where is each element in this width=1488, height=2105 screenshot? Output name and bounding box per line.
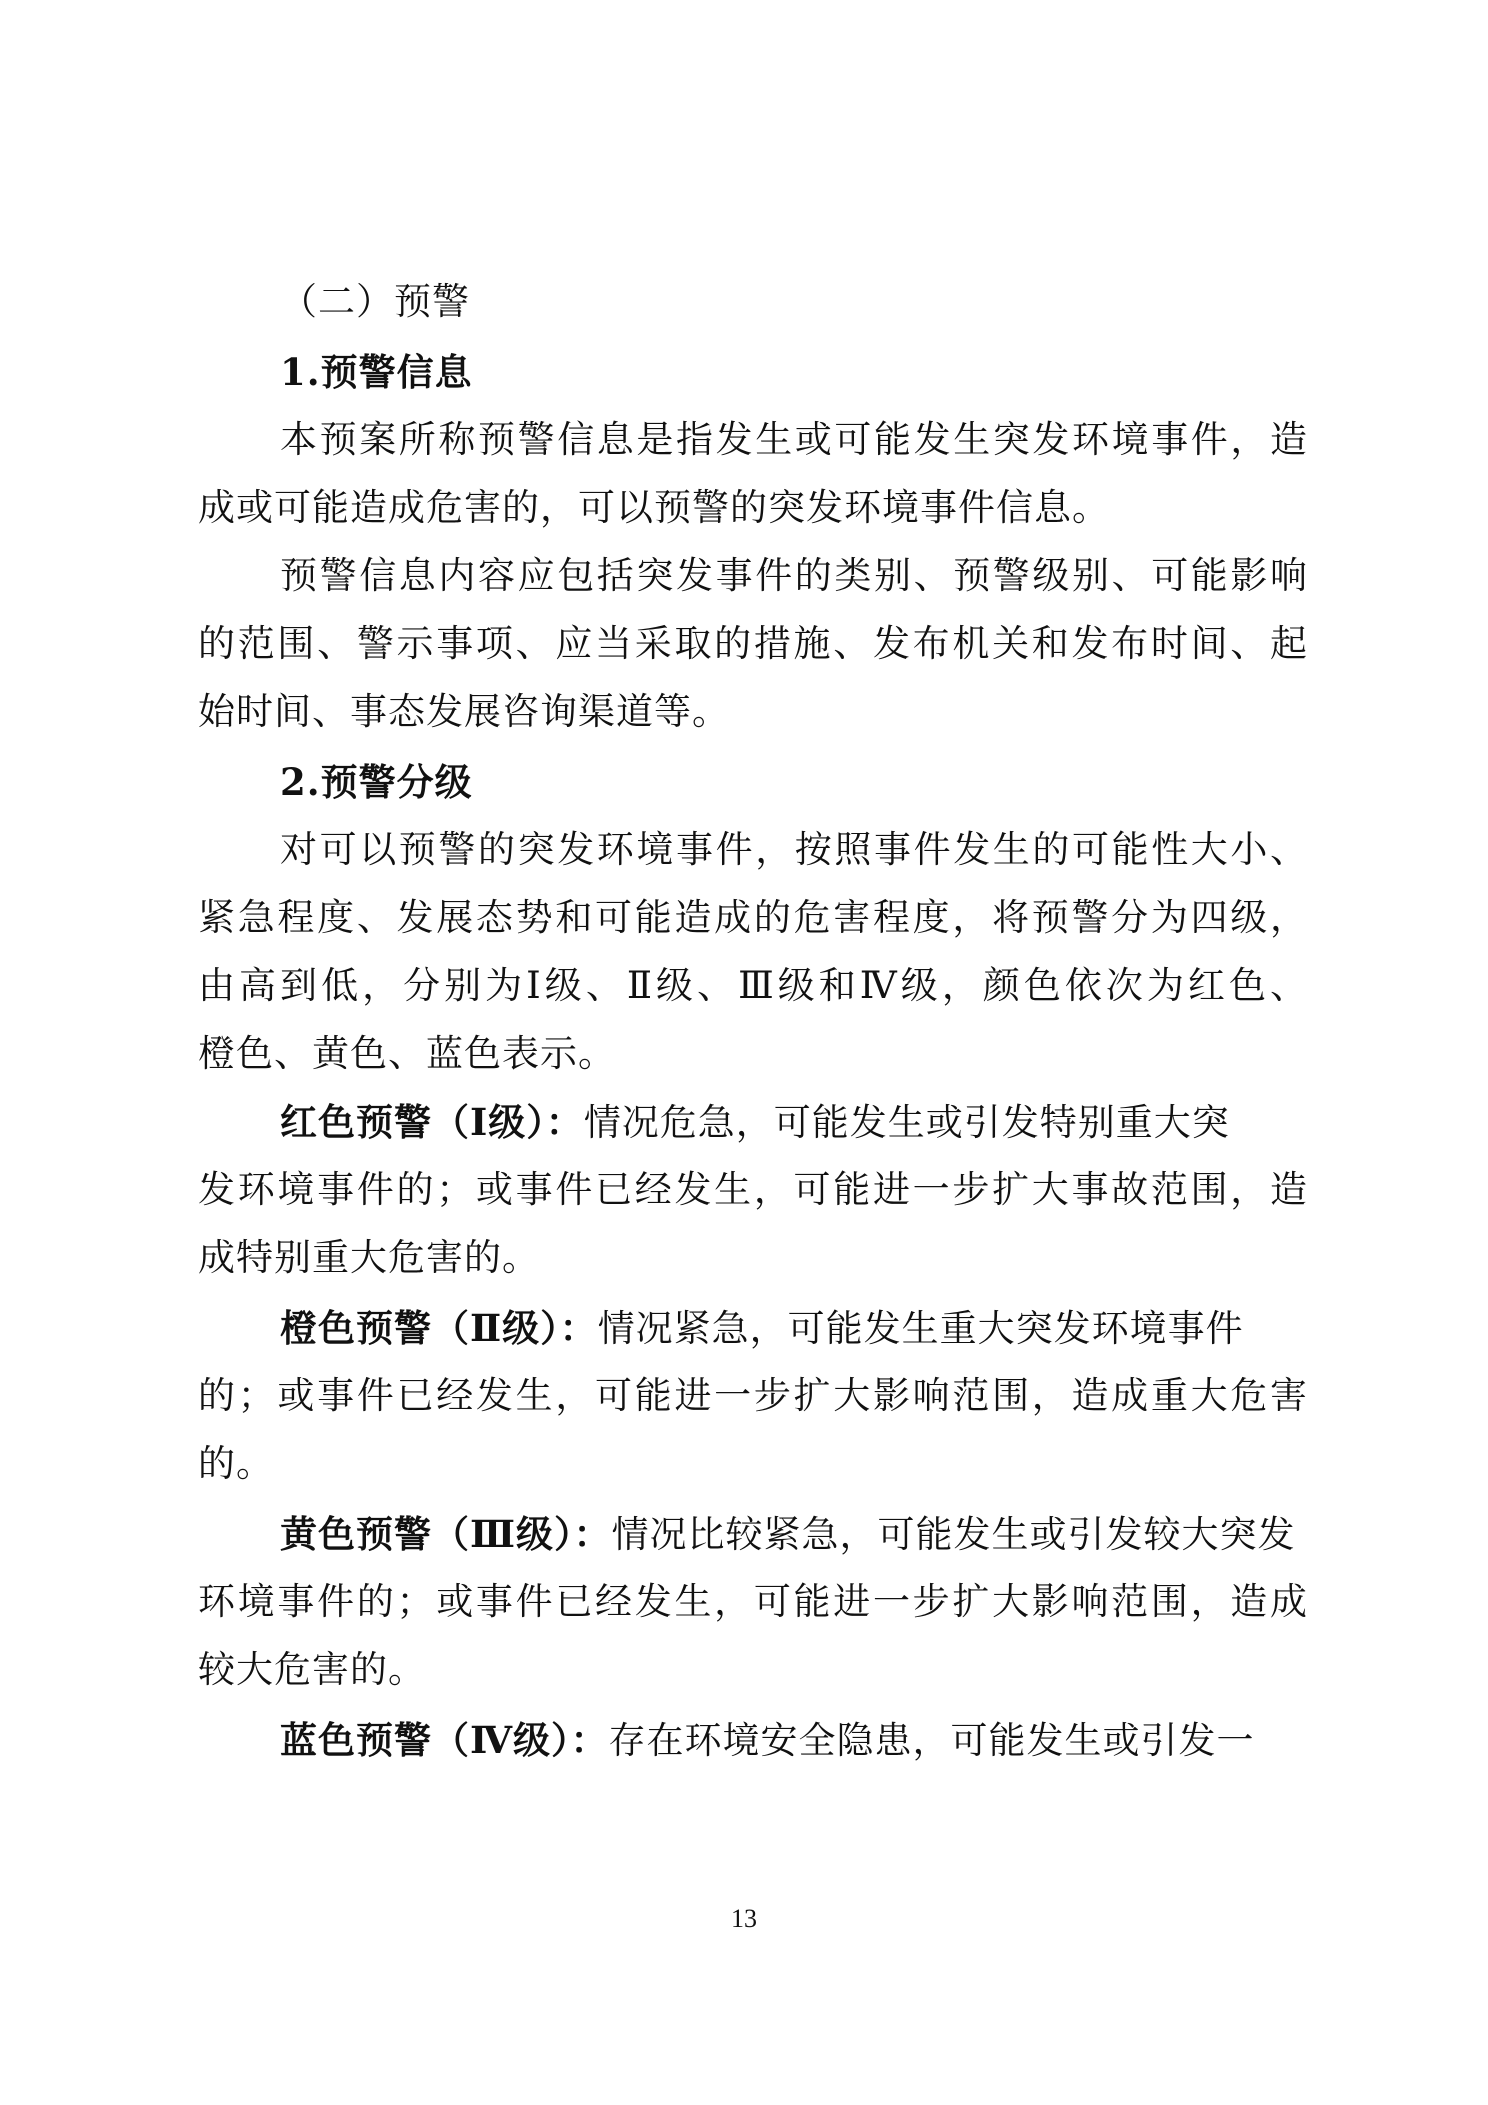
- blue-warning-label: 蓝色预警（Ⅳ级）：: [280, 1718, 609, 1762]
- paragraph-line: 的；或事件已经发生，可能进一步扩大影响范围，造成重大危害: [198, 1374, 1308, 1417]
- red-warning-label: 红色预警（Ⅰ级）：: [280, 1100, 584, 1144]
- red-warning-line: [280, 1086, 1308, 1158]
- orange-warning-text: 情况紧急，可能发生重大突发环境事件: [597, 1307, 1244, 1350]
- yellow-warning-label: 黄色预警（Ⅲ级）：: [280, 1512, 612, 1556]
- paragraph-line: 预警信息内容应包括突发事件的类别、预警级别、可能影响: [280, 554, 1308, 597]
- subsection-heading-warning-levels: 2.预警分级: [280, 760, 473, 804]
- page-number: 13: [731, 1904, 757, 1933]
- section-heading: （二）预警: [280, 280, 470, 323]
- subsection-heading-warning-info: 1.预警信息: [280, 350, 473, 394]
- paragraph-line: 较大危害的。: [198, 1648, 426, 1691]
- orange-warning-label: 橙色预警（Ⅱ级）：: [280, 1306, 598, 1350]
- blue-warning-line: [280, 1704, 1308, 1776]
- paragraph-line: 环境事件的；或事件已经发生，可能进一步扩大影响范围，造成: [198, 1580, 1308, 1623]
- yellow-warning-text: 情况比较紧急，可能发生或引发较大突发: [611, 1513, 1296, 1556]
- paragraph-line: 对可以预警的突发环境事件，按照事件发生的可能性大小、: [280, 828, 1308, 871]
- orange-warning-line: [280, 1292, 1308, 1364]
- paragraph-line: 成或可能造成危害的，可以预警的突发环境事件信息。: [198, 486, 1110, 529]
- red-warning-text: 情况危急，可能发生或引发特别重大突: [583, 1101, 1230, 1144]
- paragraph-line: 的范围、警示事项、应当采取的措施、发布机关和发布时间、起: [198, 622, 1308, 665]
- paragraph-line: 由高到低，分别为Ⅰ级、Ⅱ级、Ⅲ级和Ⅳ级，颜色依次为红色、: [198, 964, 1308, 1007]
- paragraph-line: 紧急程度、发展态势和可能造成的危害程度，将预警分为四级，: [198, 896, 1308, 939]
- paragraph-line: 的。: [198, 1442, 274, 1485]
- yellow-warning-line: [280, 1498, 1308, 1570]
- paragraph-line: 始时间、事态发展咨询渠道等。: [198, 690, 730, 733]
- paragraph-line: 橙色、黄色、蓝色表示。: [198, 1032, 616, 1075]
- blue-warning-text: 存在环境安全隐患，可能发生或引发一: [608, 1719, 1255, 1762]
- paragraph-line: 本预案所称预警信息是指发生或可能发生突发环境事件，造: [280, 418, 1308, 461]
- paragraph-line: 成特别重大危害的。: [198, 1236, 540, 1279]
- paragraph-line: 发环境事件的；或事件已经发生，可能进一步扩大事故范围，造: [198, 1168, 1308, 1211]
